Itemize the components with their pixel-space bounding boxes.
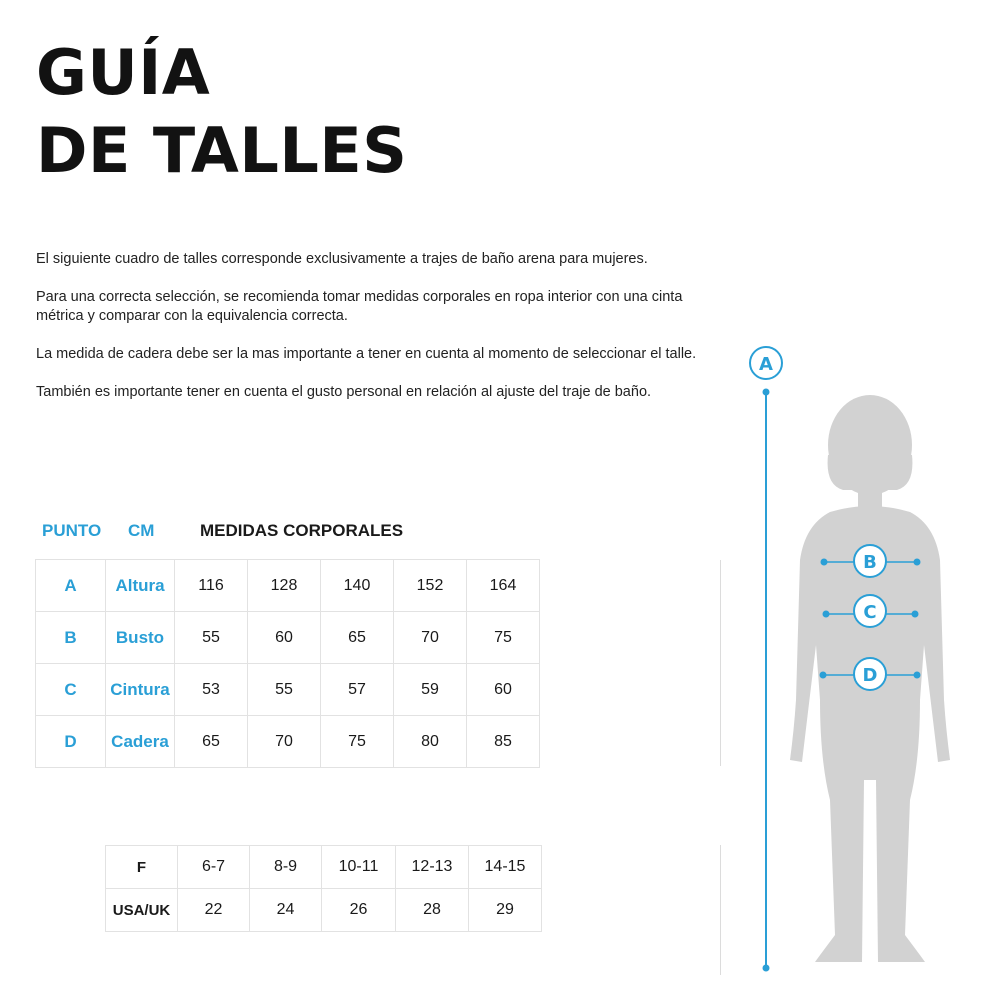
value-cell: 55 [175,612,248,664]
value-cell: 164 [467,560,540,612]
intro-paragraph: Para una correcta selección, se recomienda tomar medidas corporales en ropa interior con una cinta métrica y comparar con la equivalencia correcta. [36,289,683,324]
point-cell: B [36,612,106,664]
marker-c-label: C [863,602,877,623]
size-cell: 10-11 [322,846,396,889]
header-cm: CM [128,521,155,540]
size-label-cell: F [106,846,178,889]
size-cell: 29 [469,889,542,932]
size-cell: 14-15 [469,846,542,889]
measure-name-cell: Busto [106,612,175,664]
value-cell: 116 [175,560,248,612]
value-cell: 140 [321,560,394,612]
intro-paragraph: También es importante tener en cuenta el gusto personal en relación al ajuste del traje de baño. [36,384,652,400]
header-point: PUNTO [42,521,102,540]
value-cell: 75 [321,716,394,768]
value-cell: 128 [248,560,321,612]
point-cell: A [36,560,106,612]
value-cell: 65 [321,612,394,664]
marker-b-label: B [863,552,877,573]
value-cell: 55 [248,664,321,716]
value-cell: 60 [248,612,321,664]
bust-dot [821,559,828,566]
intro-paragraph: El siguiente cuadro de talles corresponde exclusivamente a trajes de baño arena para mujeres. [36,251,648,267]
value-cell: 70 [248,716,321,768]
marker-a-label: A [759,354,773,375]
value-cell: 75 [467,612,540,664]
page-title-line-2: DE TALLES [36,114,408,187]
size-cell: 26 [322,889,396,932]
point-cell: D [36,716,106,768]
point-cell: C [36,664,106,716]
hip-dot [820,672,827,679]
value-cell: 60 [467,664,540,716]
waist-dot [823,611,830,618]
page-title-line-1: GUÍA [36,36,211,109]
marker-d-label: D [862,665,878,686]
value-cell: 53 [175,664,248,716]
size-cell: 22 [178,889,250,932]
header-measures: MEDIDAS CORPORALES [200,521,404,540]
measure-name-cell: Cintura [106,664,175,716]
height-bottom-dot [763,965,770,972]
hip-dot [914,672,921,679]
value-cell: 70 [394,612,467,664]
intro-paragraph: La medida de cadera debe ser la mas importante a tener en cuenta al momento de seleccionar el talle. [36,346,697,362]
value-cell: 152 [394,560,467,612]
value-cell: 85 [467,716,540,768]
size-cell: 12-13 [396,846,469,889]
size-label-cell: USA/UK [106,889,178,932]
value-cell: 57 [321,664,394,716]
value-cell: 80 [394,716,467,768]
measure-name-cell: Altura [106,560,175,612]
bust-dot [914,559,921,566]
size-cell: 24 [250,889,322,932]
height-top-dot [763,389,770,396]
value-cell: 59 [394,664,467,716]
size-cell: 6-7 [178,846,250,889]
size-cell: 8-9 [250,846,322,889]
value-cell: 65 [175,716,248,768]
size-cell: 28 [396,889,469,932]
measure-name-cell: Cadera [106,716,175,768]
waist-dot [912,611,919,618]
